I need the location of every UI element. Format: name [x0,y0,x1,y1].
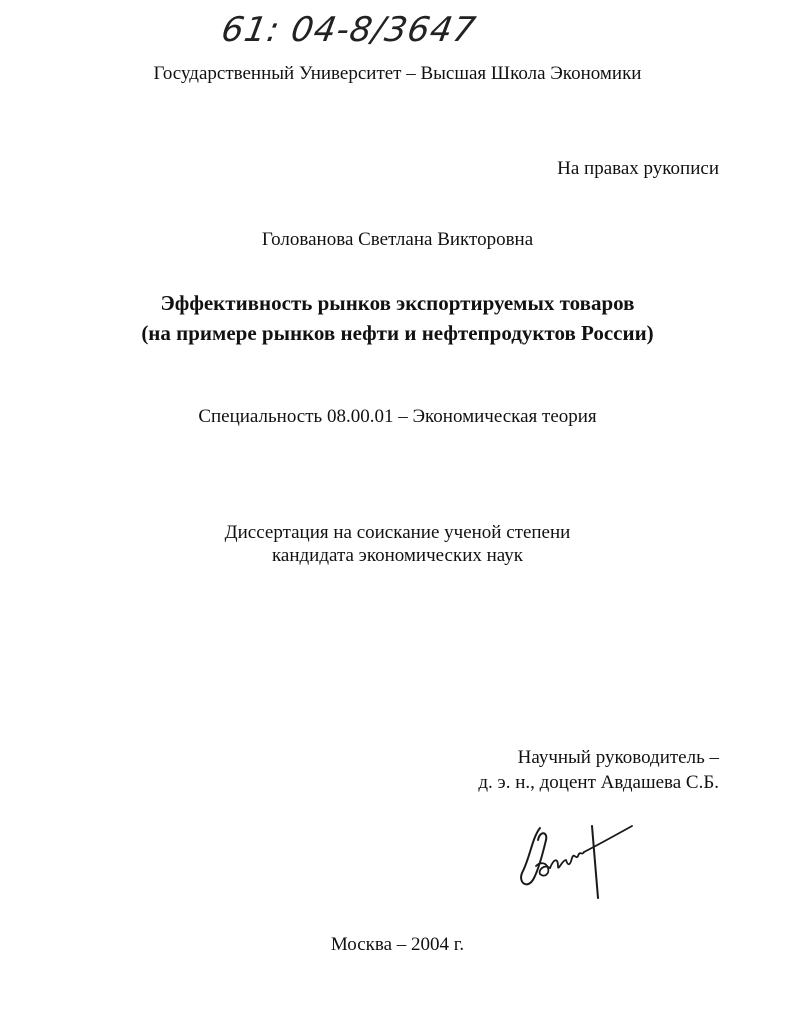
supervisor-line-1: Научный руководитель – [517,747,719,768]
author-name: Голованова Светлана Викторовна [261,229,534,250]
manuscript-rights: На правах рукописи [557,158,719,179]
thesis-title-line-1: Эффективность рынков экспортируемых товаров [160,291,635,315]
degree-line-2: кандидата экономических наук [271,545,524,566]
speciality: Специальность 08.00.01 – Экономическая теория [198,406,597,427]
degree-line-1: Диссертация на соискание ученой степени [224,522,571,543]
signature-icon [510,818,640,903]
city-year: Москва – 2004 г. [330,934,465,955]
university-name: Государственный Университет – Высшая Школа Экономики [153,63,642,84]
archive-code: 61: 04-8/3647 [218,10,480,50]
supervisor-line-2: д. э. н., доцент Авдашева С.Б. [478,772,719,793]
thesis-title-line-2: (на примере рынков нефти и нефтепродуктов России) [141,321,654,345]
